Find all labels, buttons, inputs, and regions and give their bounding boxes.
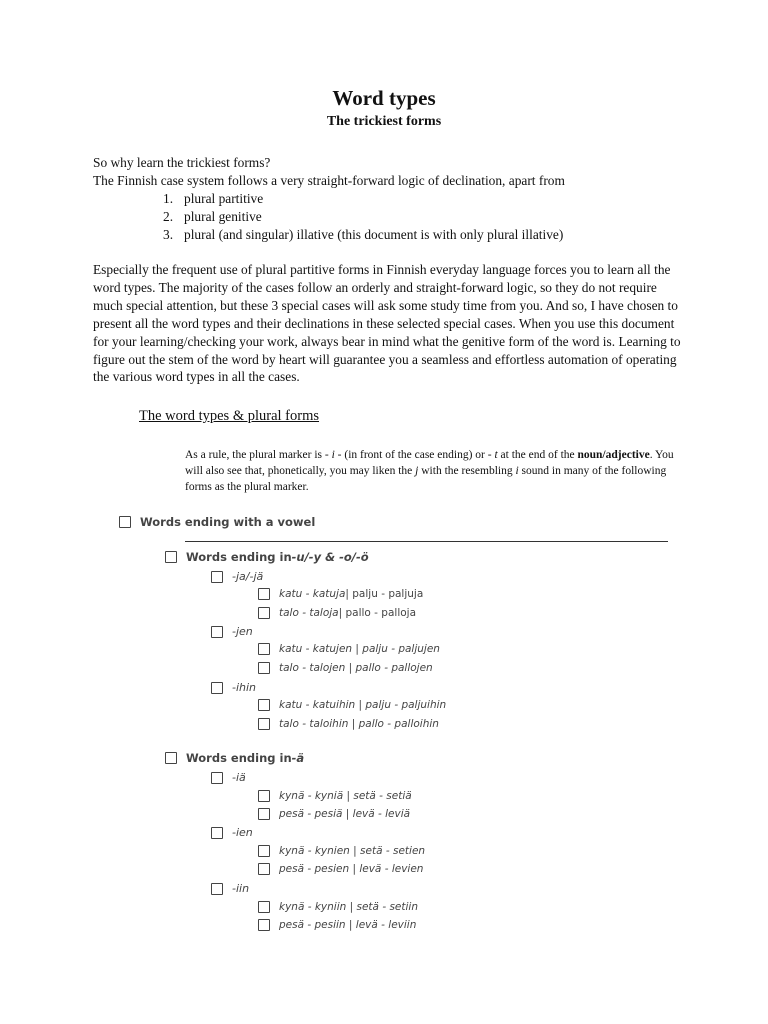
checklist-example[interactable]: katu - katuja | palju - paljuja bbox=[258, 588, 423, 600]
checkbox[interactable] bbox=[165, 551, 177, 563]
checkbox[interactable] bbox=[258, 718, 270, 730]
section-heading: The word types & plural forms bbox=[139, 408, 320, 424]
checkbox[interactable] bbox=[258, 808, 270, 820]
checklist-ending[interactable]: -ja/-jä bbox=[211, 570, 263, 583]
checkbox[interactable] bbox=[165, 752, 177, 764]
document-title: Word types bbox=[332, 86, 436, 110]
document-subtitle: The trickiest forms bbox=[326, 114, 442, 129]
intro-section bbox=[93, 154, 683, 244]
checklist-example[interactable]: katu - katuihin | palju - paljuihin bbox=[258, 699, 446, 711]
checklist-example[interactable]: kynä - kyniin | setä - setiin bbox=[258, 901, 418, 913]
checklist-ending[interactable]: -iä bbox=[211, 771, 246, 784]
checklist-example[interactable]: talo - taloja | pallo - palloja bbox=[258, 607, 416, 619]
checklist-ending[interactable]: -iin bbox=[211, 882, 249, 895]
checkbox[interactable] bbox=[211, 626, 223, 638]
checklist-ending[interactable]: -ihin bbox=[211, 681, 256, 694]
checklist-example[interactable]: talo - talojen | pallo - pallojen bbox=[258, 662, 433, 674]
checklist-group-u-o[interactable]: Words ending in -u/-y & -o/-ö bbox=[165, 550, 369, 564]
checklist-ending[interactable]: -jen bbox=[211, 625, 253, 638]
list-item: 3. plural (and singular) illative (this document is with only plural illative) bbox=[163, 227, 564, 242]
checklist-example[interactable]: katu - katujen | palju - paljujen bbox=[258, 643, 440, 655]
list-item: 1. plural partitive bbox=[163, 191, 264, 206]
checklist-example[interactable]: talo - taloihin | pallo - palloihin bbox=[258, 718, 439, 730]
checkbox[interactable] bbox=[258, 699, 270, 711]
checklist-example[interactable]: pesä - pesiin | levä - leviin bbox=[258, 919, 416, 931]
checkbox[interactable] bbox=[211, 571, 223, 583]
checkbox[interactable] bbox=[258, 901, 270, 913]
checkbox[interactable] bbox=[258, 643, 270, 655]
checkbox[interactable] bbox=[258, 607, 270, 619]
checkbox[interactable] bbox=[211, 883, 223, 895]
checkbox[interactable] bbox=[258, 919, 270, 931]
checklist-vowel[interactable]: Words ending with a vowel bbox=[119, 515, 315, 529]
intro-question: So why learn the trickiest forms? bbox=[93, 155, 271, 170]
checkbox[interactable] bbox=[211, 772, 223, 784]
checklist-example[interactable]: pesä - pesiä | levä - leviä bbox=[258, 808, 410, 820]
checkbox[interactable] bbox=[258, 790, 270, 802]
intro-line: The Finnish case system follows a very straight-forward logic of declination, apart from bbox=[93, 173, 565, 188]
divider bbox=[185, 541, 668, 542]
checklist-example[interactable]: pesä - pesien | levä - levien bbox=[258, 863, 423, 875]
checklist-group-a-umlaut[interactable]: Words ending in -ä bbox=[165, 751, 304, 765]
checkbox[interactable] bbox=[258, 588, 270, 600]
checkbox[interactable] bbox=[211, 827, 223, 839]
list-item: 2. plural genitive bbox=[163, 209, 262, 224]
checklist-example[interactable]: kynä - kynien | setä - setien bbox=[258, 845, 425, 857]
checklist-example[interactable]: kynä - kyniä | setä - setiä bbox=[258, 790, 412, 802]
checkbox[interactable] bbox=[211, 682, 223, 694]
checklist-ending[interactable]: -ien bbox=[211, 826, 253, 839]
checkbox[interactable] bbox=[119, 516, 131, 528]
checkbox[interactable] bbox=[258, 662, 270, 674]
plural-marker-note: As a rule, the plural marker is - i - (in front of the case ending) or - t at the end of the noun/adjective. You will also see that, phonetically, you may liken the j with the resembling i sound in many of the following forms as the plural marker. bbox=[185, 449, 674, 493]
checkbox[interactable] bbox=[258, 845, 270, 857]
body-paragraph: Especially the frequent use of plural partitive forms in Finnish everyday language forces you to learn all the word types. The majority of the cases follow an orderly and straight-forward logic, so they do not require much special attention, but these 3 special cases will ask some study time from you. And so, I have chosen to present all the word types and their declinations in these selected special cases. When you use this document for your learning/checking your work, always bear in mind what the genitive form of the word is. Learning to figure out the stem of the word by heart will guarantee you a seamless and effortless automation of operating the various word types in all the cases. bbox=[93, 262, 681, 385]
special-cases-list bbox=[93, 190, 683, 244]
checkbox[interactable] bbox=[258, 863, 270, 875]
